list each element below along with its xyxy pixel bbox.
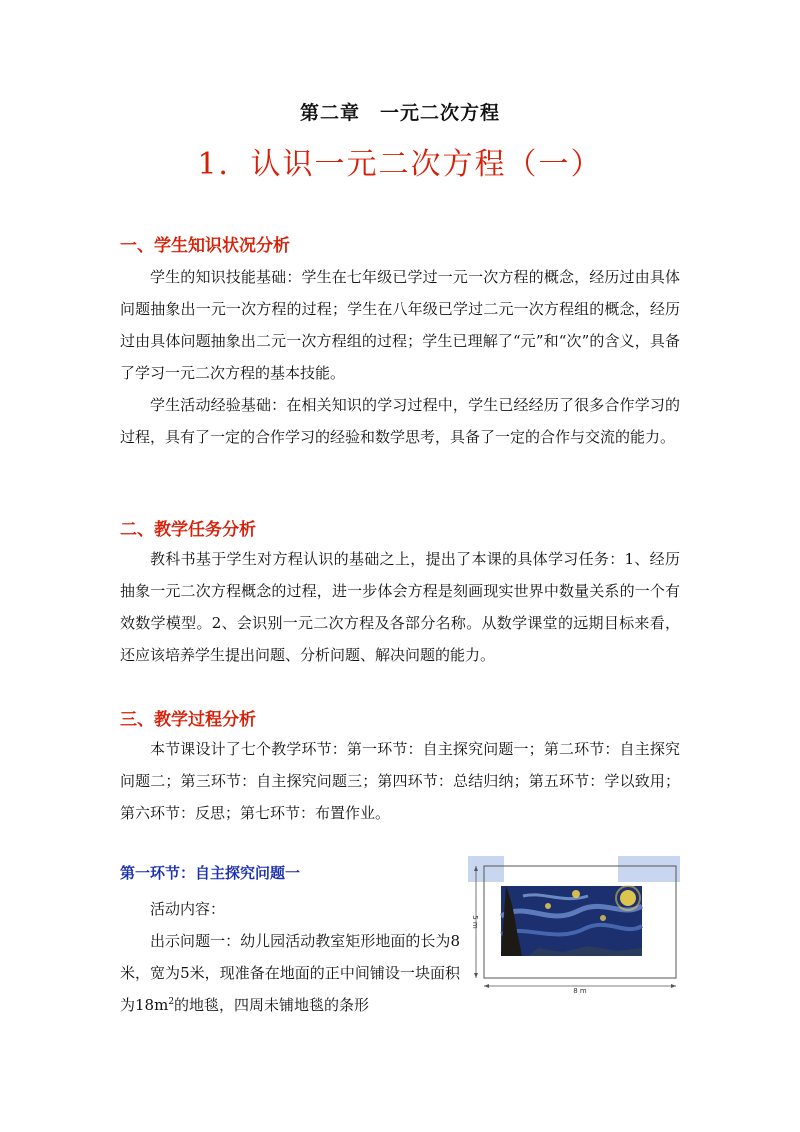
lesson-title: 1．认识一元二次方程（一） — [197, 147, 603, 182]
paragraph-experience-basis: 学生活动经验基础：在相关知识的学习过程中，学生已经经历了很多合作学习的过程，具有了一定的合作学习的经验和数学思考，具备了一定的合作与交流的能力。 — [120, 396, 680, 446]
corner-tint-right — [618, 856, 680, 882]
problem-one-text — [120, 925, 460, 1021]
paragraph-task-analysis: 教科书基于学生对方程认识的基础之上，提出了本课的具体学习任务：1、经历抽象一元二次方程概念的过程，进一步体会方程是刻画现实世界中数量关系的一个有效数学模型。2、会识别一元二次方程及各部分名称。从数学课堂的远期目标来看，还应该培养学生提出问题、分析问题、解决问题的能力。 — [120, 550, 680, 664]
height-label: 5 m — [471, 915, 479, 929]
paragraph-process-analysis: 本节课设计了七个教学环节：第一环节：自主探究问题一；第二环节：自主探究问题二；第三环节：自主探究问题三；第四环节：总结归纳；第五环节：学以致用；第六环节：反思；第七环节：布置作业。 — [120, 740, 680, 822]
paragraph-knowledge-basis: 学生的知识技能基础：学生在七年级已学过一元一次方程的概念，经历过由具体问题抽象出一元一次方程的过程；学生在八年级已学过二元一次方程组的概念，经历过由具体问题抽象出二元一次方程组的过程；学生已理解了“元”和“次”的含义，具备了学习一元二次方程的基本技能。 — [120, 268, 680, 382]
room-carpet-figure — [468, 856, 680, 996]
chapter-title: 第二章 一元二次方程 — [299, 102, 500, 124]
problem-text-after: 的地毯，四周未铺地毯的条形 — [174, 996, 370, 1014]
superscript-2: 2 — [168, 997, 175, 1007]
width-label: 8 m — [573, 987, 587, 995]
step1-heading: 第一环节：自主探究问题一 — [120, 864, 301, 882]
corner-tint-left — [468, 856, 504, 882]
section-heading-1: 一、学生知识状况分析 — [120, 236, 290, 256]
section-heading-3: 三、教学过程分析 — [120, 710, 256, 730]
activity-label: 活动内容： — [150, 900, 226, 918]
carpet-painting — [501, 886, 642, 956]
section-heading-2: 二、教学任务分析 — [120, 520, 256, 540]
problem-text-before: 出示问题一：幼儿园活动教室矩形地面的长为8米，宽为5米，现准备在地面的正中间铺设一块面积为18m — [120, 932, 460, 1014]
